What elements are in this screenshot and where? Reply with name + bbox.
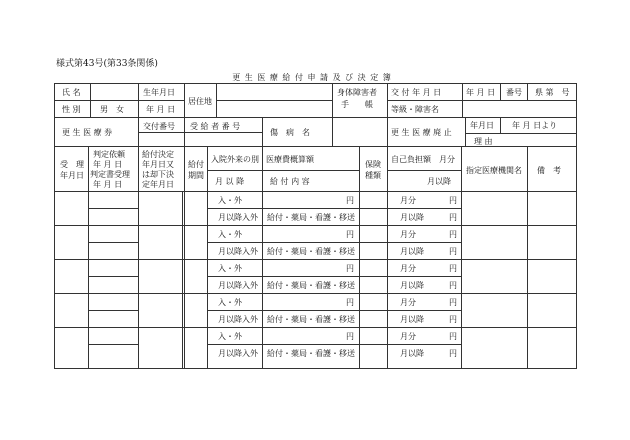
judge-request-label-2: 年 月 日: [93, 160, 123, 169]
row-month-part: 月分: [400, 298, 416, 307]
row-month-part: 月分: [400, 264, 416, 273]
row-copay-yen-2: 円: [449, 315, 457, 324]
row-copay-yen-2: 円: [449, 281, 457, 290]
recipient-no-label: 受 給 者 番 号: [190, 122, 241, 131]
row-month-from-inout: 月以降入外: [218, 349, 258, 358]
row-inout: 入・外: [218, 298, 242, 307]
receipt-label: 受 理: [60, 160, 84, 169]
judge-request-label: 判定依頼: [93, 150, 125, 159]
row-inout: 入・外: [218, 264, 242, 273]
decision-label-3: は却下決: [142, 170, 174, 179]
insurance-label-2: 種類: [365, 171, 381, 180]
row-content: 給付・薬局・看護・移送: [267, 281, 355, 290]
row-month-part: 月分: [400, 196, 416, 205]
cost-label: 医療費概算額: [266, 155, 314, 164]
disease-label: 傷 病 名: [270, 128, 310, 137]
row-cost-yen: 円: [346, 230, 354, 239]
abolish-label: 更 生 医 療 廃 止: [391, 128, 452, 137]
row-copay-yen-2: 円: [449, 213, 457, 222]
decision-label-2: 年月日又: [142, 160, 174, 169]
row-copay-yen: 円: [449, 230, 457, 239]
name-label: 氏 名: [62, 88, 81, 97]
row-cost-yen: 円: [346, 196, 354, 205]
row-month-from: 月以降: [400, 247, 424, 256]
row-copay-yen-2: 円: [449, 247, 457, 256]
row-cost-yen: 円: [346, 264, 354, 273]
content-label: 給 付 内 容: [270, 177, 310, 186]
row-month-from-inout: 月以降入外: [218, 315, 258, 324]
row-inout: 入・外: [218, 196, 242, 205]
row-cost-yen: 円: [346, 332, 354, 341]
abolish-from-label: 年 月 日より: [512, 121, 558, 130]
row-month-part: 月分: [400, 332, 416, 341]
row-month-from: 月以降: [400, 213, 424, 222]
copay-label: 自己負担額 月分: [391, 155, 455, 164]
sex-label: 性 別: [62, 105, 81, 114]
disability-cert-label: 身体障害者: [337, 88, 377, 97]
reason-label: 理 由: [474, 137, 493, 146]
row-month-from-inout: 月以降入外: [218, 281, 258, 290]
ymd-label: 年 月 日: [466, 88, 496, 97]
row-cost-yen: 円: [346, 298, 354, 307]
judge-receipt-label-2: 年 月 日: [93, 180, 123, 189]
row-content: 給付・薬局・看護・移送: [267, 349, 355, 358]
number-label: 番号: [506, 88, 522, 97]
row-content: 給付・薬局・看護・移送: [267, 247, 355, 256]
receipt-label-2: 年月日: [60, 171, 84, 180]
disability-cert-label-2: 手 帳: [341, 100, 373, 109]
row-copay-yen: 円: [449, 264, 457, 273]
insurance-label: 保険: [365, 160, 381, 169]
remarks-label: 備 考: [537, 166, 561, 175]
row-copay-yen: 円: [449, 332, 457, 341]
inout-label: 入院外来の別: [211, 155, 259, 164]
institution-label: 指定医療機関名: [466, 166, 522, 175]
abolish-date-label: 年月日: [470, 121, 494, 130]
grade-label: 等級・障害名: [391, 105, 439, 114]
row-month-from-inout: 月以降入外: [218, 213, 258, 222]
row-content: 給付・薬局・看護・移送: [267, 315, 355, 324]
sex-options: 男 女: [100, 105, 124, 114]
benefit-no-label: 交付番号: [143, 122, 175, 131]
row-copay-yen: 円: [449, 196, 457, 205]
row-month-part: 月分: [400, 230, 416, 239]
decision-label: 給付決定: [142, 150, 174, 159]
birthdate-label: 生年月日: [143, 88, 175, 97]
period-label-2: 期間: [188, 171, 204, 180]
page-title: 更 生 医 療 給 付 申 請 及 び 決 定 簿: [232, 73, 392, 82]
row-copay-yen: 円: [449, 298, 457, 307]
row-month-from-inout: 月以降入外: [218, 247, 258, 256]
row-copay-yen-2: 円: [449, 349, 457, 358]
age-label: 年 月 日: [146, 105, 176, 114]
address-label: 居住地: [188, 97, 212, 106]
issue-date-label: 交 付 年 月 日: [391, 88, 442, 97]
voucher-label: 更 生 医 療 券: [62, 128, 113, 137]
row-month-from: 月以降: [400, 349, 424, 358]
row-content: 給付・薬局・看護・移送: [267, 213, 355, 222]
judge-receipt-label: 判定書受理: [90, 170, 130, 179]
month-from-label: 月 以 降: [215, 177, 245, 186]
form-number: 様式第43号(第33条関係): [56, 59, 158, 69]
prefecture-no-label: 県 第 号: [535, 88, 570, 97]
row-inout: 入・外: [218, 230, 242, 239]
row-month-from: 月以降: [400, 315, 424, 324]
copay-from-label: 月以降: [427, 177, 451, 186]
row-inout: 入・外: [218, 332, 242, 341]
row-month-from: 月以降: [400, 281, 424, 290]
period-label: 給付: [188, 160, 204, 169]
decision-label-4: 定年月日: [142, 180, 174, 189]
